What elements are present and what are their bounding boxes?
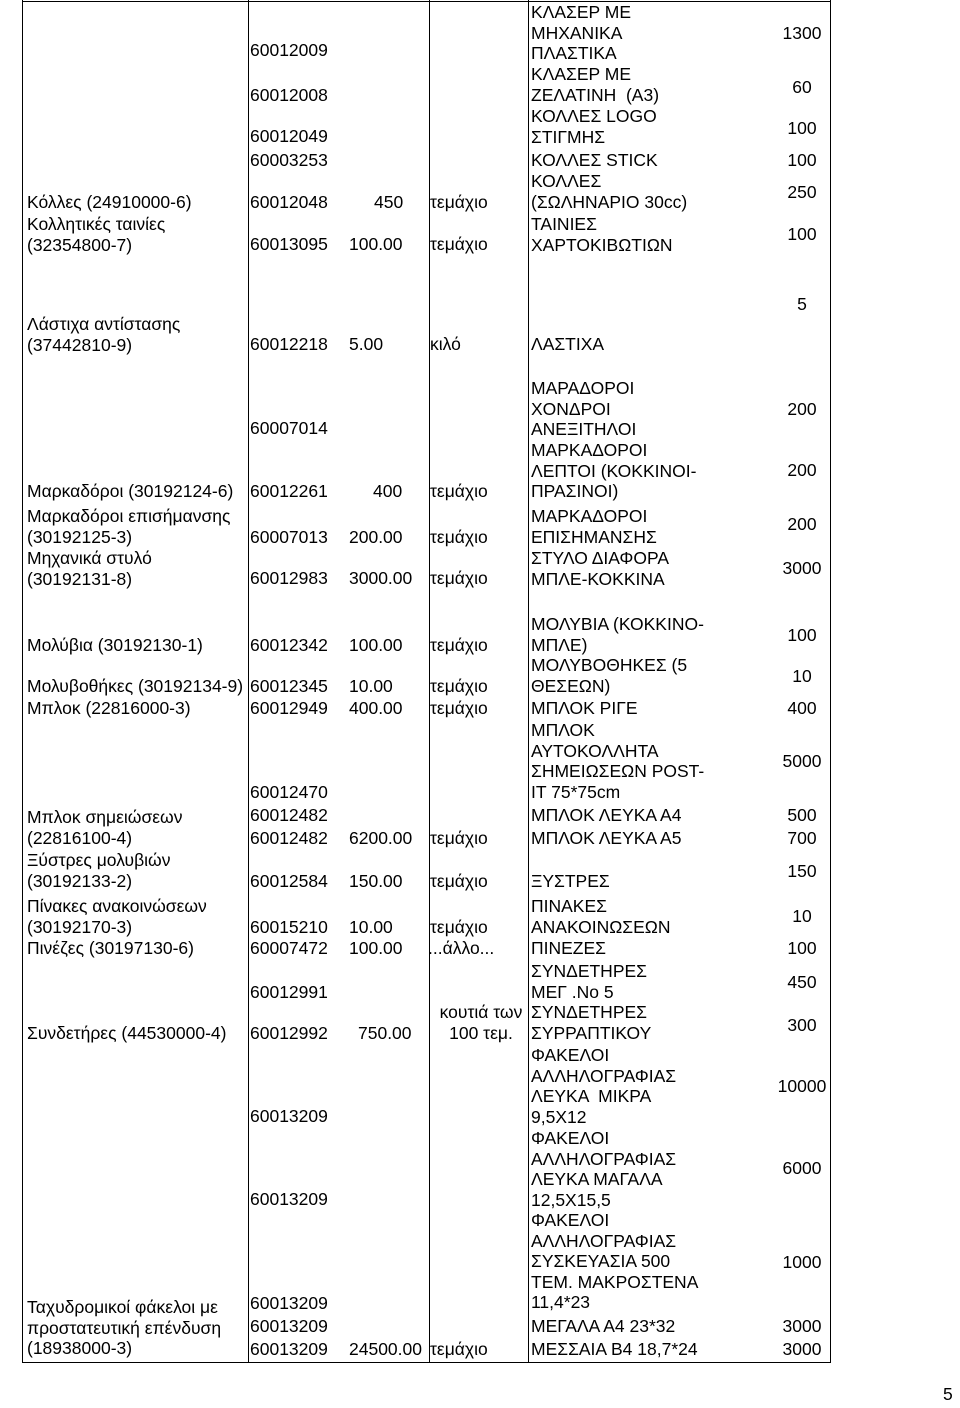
product-cell: ΜΠΛΟΚ ΛΕΥΚΑ Α5 [531,828,682,848]
amount-cell: 100 [787,224,817,244]
quantity-cell: 200.00 [349,527,403,547]
code-cell: 60007472 [250,938,328,958]
description-cell: Μπλοκ σημειώσεων (22816100-4) [27,807,183,848]
code-cell: 60007014 [250,418,328,438]
description-cell: Πινέζες (30197130-6) [27,938,194,958]
description-cell: Κόλλες (24910000-6) [27,192,192,212]
table-border-left [22,0,23,1362]
description-cell: Πίνακες ανακοινώσεων (30192170-3) [27,896,207,937]
description-cell: Μαρκαδόροι (30192124-6) [27,481,234,501]
amount-cell: 5 [797,294,807,314]
code-cell: 60012949 [250,698,328,718]
product-cell: ΜΑΡΑΔΟΡΟΙ ΧΟΝΔΡΟΙ ΑΝΕΞΙΤΗΛΟΙ [531,378,637,439]
amount-cell: 200 [787,399,817,419]
unit-cell: τεμάχιο [430,698,488,718]
code-cell: 60012261 [250,481,328,501]
amount-cell: 500 [787,805,817,825]
amount-cell: 3000 [782,558,822,578]
quantity-cell: 750.00 [358,1023,412,1043]
product-cell: ΚΟΛΛΕΣ LOGO ΣΤΙΓΜΗΣ [531,106,657,147]
unit-cell: τεμάχιο [430,828,488,848]
description-cell: Ξύστρες μολυβιών (30192133-2) [27,850,171,891]
description-cell: Μαρκαδόροι επισήμανσης (30192125-3) [27,506,231,547]
code-cell: 60013209 [250,1316,328,1336]
unit-cell: τεμάχιο [430,234,488,254]
unit-cell: κουτιά των 100 τεμ. [439,1002,523,1043]
product-cell: ΚΛΑΣΕΡ ΜΕ ΖΕΛΑΤΙΝΗ (Α3) [531,64,660,105]
code-cell: 60012482 [250,828,328,848]
amount-cell: 10 [792,666,812,686]
table-column-divider [528,0,529,1362]
amount-cell: 10 [792,906,812,926]
quantity-cell: 10.00 [349,676,393,696]
product-cell: ΦΑΚΕΛΟΙ ΑΛΛΗΛΟΓΡΑΦΙΑΣ ΛΕΥΚΑ ΜΙΚΡΑ 9,5Χ12 [531,1045,677,1127]
quantity-cell: 24500.00 [349,1339,422,1359]
amount-cell: 60 [792,77,812,97]
quantity-cell: 100.00 [349,234,403,254]
product-cell: ΚΟΛΛΕΣ STICK [531,150,658,170]
unit-cell: τεμάχιο [430,635,488,655]
product-cell: ΞΥΣΤΡΕΣ [531,871,610,891]
code-cell: 60012992 [250,1023,328,1043]
product-cell: ΣΥΝΔΕΤΗΡΕΣ ΜΕΓ .Νο 5 [531,961,647,1002]
product-cell: ΠΙΝΕΖΕΣ [531,938,606,958]
product-cell: ΚΛΑΣΕΡ ΜΕ ΜΗΧΑΝΙΚΑ ΠΛΑΣΤΙΚΑ [531,2,631,63]
amount-cell: 200 [787,460,817,480]
code-cell: 60013209 [250,1189,328,1209]
code-cell: 60012983 [250,568,328,588]
product-cell: ΜΠΛΟΚ ΡΙΓΕ [531,698,638,718]
amount-cell: 100 [787,150,817,170]
unit-cell: κιλό [430,334,461,354]
code-cell: 60012345 [250,676,328,696]
product-cell: ΦΑΚΕΛΟΙ ΑΛΛΗΛΟΓΡΑΦΙΑΣ ΣΥΣΚΕΥΑΣΙΑ 500 ΤΕΜ. ΜΑΚΡΟΣΤΕΝΑ 11,4*23 [531,1210,699,1312]
product-cell: ΤΑΙΝΙΕΣ ΧΑΡΤΟΚΙΒΩΤΙΩΝ [531,214,673,255]
quantity-cell: 400 [373,481,403,501]
unit-cell: ...άλλο... [428,938,495,958]
product-cell: ΦΑΚΕΛΟΙ ΑΛΛΗΛΟΓΡΑΦΙΑΣ ΛΕΥΚΑ ΜΑΓΑΛΑ 12,5Χ15,5 [531,1128,677,1210]
amount-cell: 1000 [782,1252,822,1272]
page-number: 5 [943,1384,953,1404]
product-cell: ΜΟΛΥΒΟΘΗΚΕΣ (5 ΘΕΣΕΩΝ) [531,655,688,696]
table-column-divider [248,0,249,1362]
unit-cell: τεμάχιο [430,676,488,696]
amount-cell: 150 [787,861,817,881]
description-cell: Συνδετήρες (44530000-4) [27,1023,227,1043]
amount-cell: 5000 [782,751,822,771]
code-cell: 60012584 [250,871,328,891]
code-cell: 60015210 [250,917,328,937]
amount-cell: 200 [787,514,817,534]
quantity-cell: 6200.00 [349,828,413,848]
product-cell: ΜΟΛΥΒΙΑ (ΚΟΚΚΙΝΟ- ΜΠΛΕ) [531,614,704,655]
description-cell: Λάστιχα αντίστασης (37442810-9) [27,314,181,355]
code-cell: 60007013 [250,527,328,547]
code-cell: 60012049 [250,126,328,146]
code-cell: 60012218 [250,334,328,354]
quantity-cell: 100.00 [349,635,403,655]
code-cell: 60012342 [250,635,328,655]
unit-cell: τεμάχιο [430,527,488,547]
quantity-cell: 150.00 [349,871,403,891]
code-cell: 60003253 [250,150,328,170]
amount-cell: 100 [787,118,817,138]
description-cell: Μηχανικά στυλό (30192131-8) [27,548,152,589]
product-cell: ΜΠΛΟΚ ΛΕΥΚΑ Α4 [531,805,682,825]
code-cell: 60013209 [250,1293,328,1313]
unit-cell: τεμάχιο [430,871,488,891]
unit-cell: τεμάχιο [430,192,488,212]
product-cell: ΛΑΣΤΙΧΑ [531,334,605,354]
code-cell: 60012009 [250,40,328,60]
code-cell: 60013095 [250,234,328,254]
code-cell: 60013209 [250,1106,328,1126]
description-cell: Μολύβια (30192130-1) [27,635,203,655]
product-cell: ΜΕΓΑΛΑ Α4 23*32 [531,1316,676,1336]
unit-cell: τεμάχιο [430,568,488,588]
quantity-cell: 5.00 [349,334,384,354]
amount-cell: 400 [787,698,817,718]
amount-cell: 3000 [782,1316,822,1336]
quantity-cell: 450 [374,192,404,212]
code-cell: 60013209 [250,1339,328,1359]
code-cell: 60012008 [250,85,328,105]
amount-cell: 1300 [782,23,822,43]
product-cell: ΜΑΡΚΑΔΟΡΟΙ ΛΕΠΤΟΙ (ΚΟΚΚΙΝΟΙ- ΠΡΑΣΙΝΟΙ) [531,440,697,501]
amount-cell: 100 [787,938,817,958]
product-cell: ΜΑΡΚΑΔΟΡΟΙ ΕΠΙΣΗΜΑΝΣΗΣ [531,506,657,547]
table-border-bottom [22,1362,831,1363]
quantity-cell: 400.00 [349,698,403,718]
amount-cell: 450 [787,972,817,992]
unit-cell: τεμάχιο [430,917,488,937]
product-cell: ΣΤΥΛΟ ΔΙΑΦΟΡΑ ΜΠΛΕ-ΚΟΚΚΙΝΑ [531,548,670,589]
product-cell: ΜΕΣΣΑΙΑ Β4 18,7*24 [531,1339,698,1359]
amount-cell: 250 [787,182,817,202]
product-cell: ΚΟΛΛΕΣ (ΣΩΛΗΝΑΡΙΟ 30cc) [531,171,688,212]
amount-cell: 100 [787,625,817,645]
description-cell: Ταχυδρομικοί φάκελοι με προστατευτική επένδυση (18938000-3) [27,1297,222,1358]
code-cell: 60012470 [250,782,328,802]
amount-cell: 6000 [782,1158,822,1178]
quantity-cell: 3000.00 [349,568,413,588]
product-cell: ΣΥΝΔΕΤΗΡΕΣ ΣΥΡΡΑΠΤΙΚΟΥ [531,1002,652,1043]
code-cell: 60012482 [250,805,328,825]
description-cell: Κολλητικές ταινίες (32354800-7) [27,214,166,255]
quantity-cell: 100.00 [349,938,403,958]
unit-cell: τεμάχιο [430,1339,488,1359]
amount-cell: 10000 [777,1076,827,1096]
product-cell: ΜΠΛΟΚ ΑΥΤΟΚΟΛΛΗΤΑ ΣΗΜΕΙΩΣΕΩΝ POST- IT 75*75cm [531,720,705,802]
unit-cell: τεμάχιο [430,481,488,501]
description-cell: Μπλοκ (22816000-3) [27,698,191,718]
table-border-top [22,1,831,2]
amount-cell: 700 [787,828,817,848]
quantity-cell: 10.00 [349,917,393,937]
amount-cell: 3000 [782,1339,822,1359]
description-cell: Μολυβοθήκες (30192134-9) [27,676,244,696]
code-cell: 60012048 [250,192,328,212]
code-cell: 60012991 [250,982,328,1002]
amount-cell: 300 [787,1015,817,1035]
product-cell: ΠΙΝΑΚΕΣ ΑΝΑΚΟΙΝΩΣΕΩΝ [531,896,671,937]
